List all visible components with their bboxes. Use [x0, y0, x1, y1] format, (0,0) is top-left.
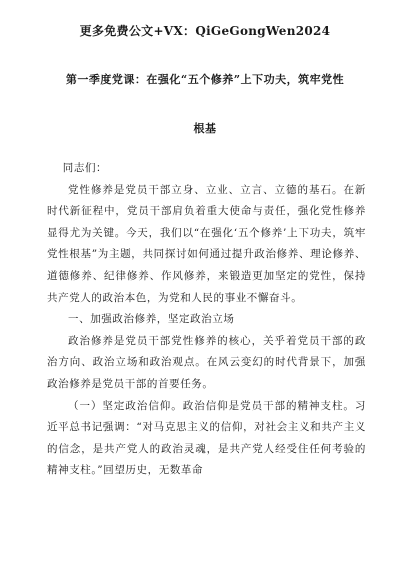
- body-paragraph: 政治修养是党员干部党性修养的核心，关乎着党员干部的政治方向、政治立场和政治观点。在风云变幻的时代背景下，加强政治修养是党员干部的首要任务。: [47, 334, 366, 390]
- intro-paragraph: 党性修养是党员干部立身、立业、立言、立德的基石。在新时代新征程中，党员干部肩负着重大使命与责任，强化党性修养显得尤为关键。今天，我们以“在强化‘五个修养’上下功夫，筑牢党性根基”为主题，共同探讨如何通过提升政治修养、理论修养、道德修养、纪律修养、作风修养，来锻造更加坚定的党性，保持共产党人的政治本色，为党和人民的事业不懈奋斗。: [47, 183, 366, 304]
- section-heading: 一、加强政治修养，坚定政治立场: [68, 313, 235, 326]
- document-body: [47, 158, 366, 482]
- subsection-paragraph: （一）坚定政治信仰。政治信仰是党员干部的精神支柱。习近平总书记强调：“对马克思主义的信仰，对社会主义和共产主义的信念，是共产党人的政治灵魂，是共产党人经受住任何考验的精神支柱。”回望历史，无数革命: [47, 399, 366, 477]
- watermark-header: 更多免费公文+VX：QiGeGongWen2024: [79, 24, 331, 38]
- document-title-line-1: 第一季度党课：在强化“五个修养”上下功夫，筑牢党性: [65, 73, 345, 86]
- salutation: 同志们：: [62, 162, 108, 174]
- document-title-line-2: 根基: [193, 122, 217, 135]
